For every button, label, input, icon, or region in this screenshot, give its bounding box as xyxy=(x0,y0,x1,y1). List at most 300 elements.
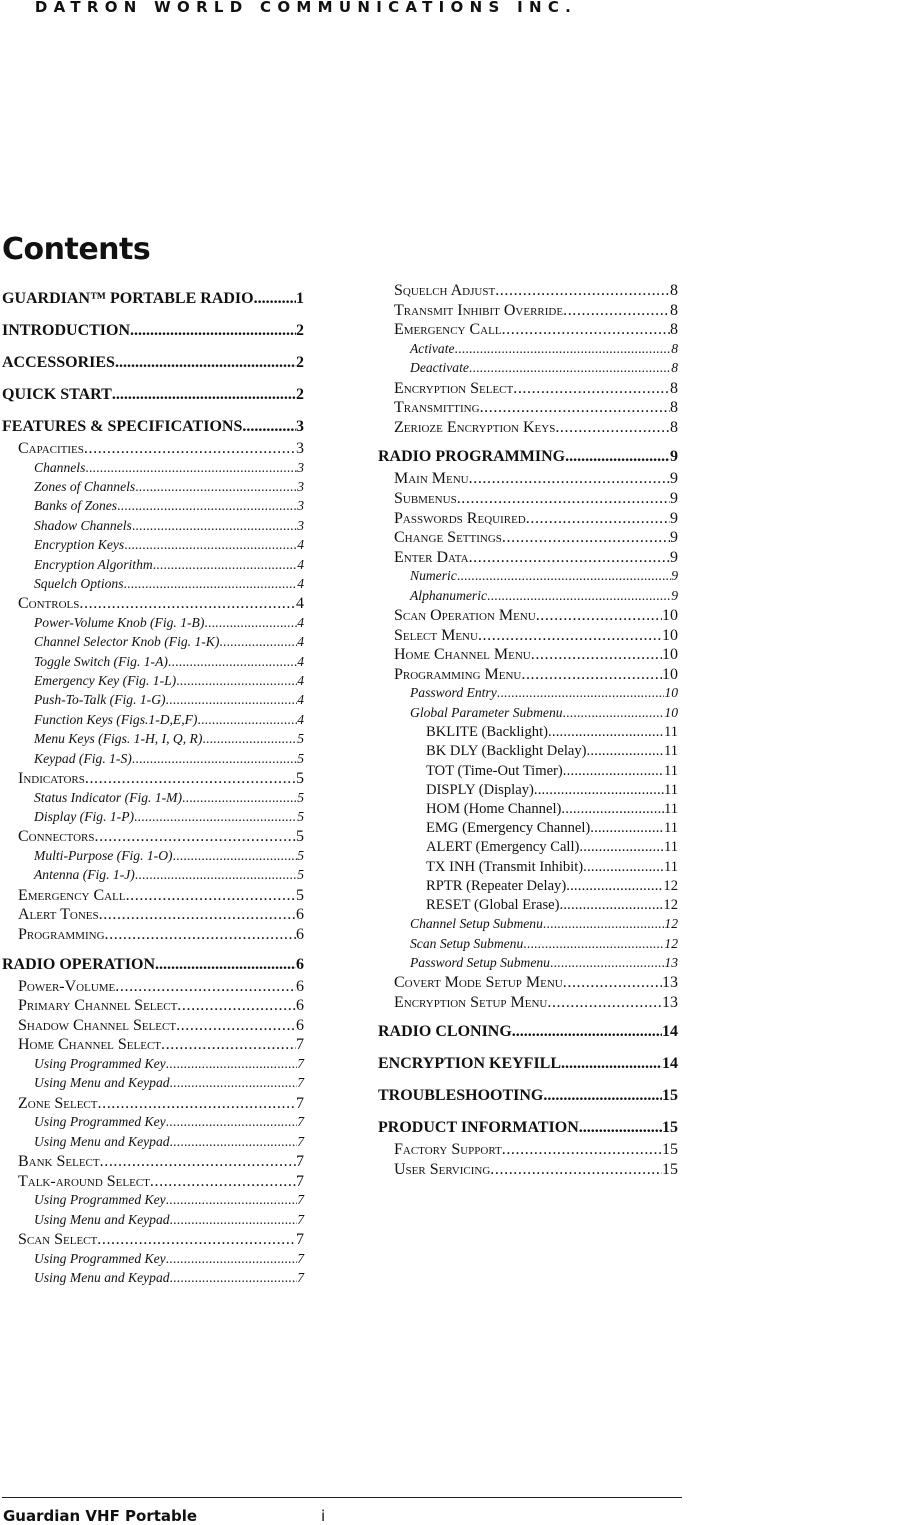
toc-entry[interactable] xyxy=(426,820,678,839)
toc-entry-page: 8 xyxy=(671,340,678,356)
toc-entry-page: 15 xyxy=(662,1119,678,1137)
toc-entry-title: Scan Operation Menu xyxy=(394,607,536,625)
toc-dot-leader xyxy=(502,321,670,339)
toc-dot-leader xyxy=(123,576,297,592)
toc-dot-leader xyxy=(497,685,665,701)
toc-entry[interactable] xyxy=(394,380,678,400)
toc-entry[interactable] xyxy=(34,518,304,537)
toc-entry-page: 10 xyxy=(662,626,678,644)
toc-entry[interactable] xyxy=(426,839,678,858)
toc-entry[interactable] xyxy=(2,354,304,376)
toc-entry[interactable] xyxy=(410,360,678,379)
toc-entry-title: Transmitting xyxy=(394,399,480,417)
toc-dot-leader xyxy=(150,1173,296,1191)
toc-entry[interactable] xyxy=(18,1173,304,1193)
toc-dot-leader xyxy=(166,1251,298,1267)
toc-dot-leader xyxy=(455,341,672,357)
toc-entry-page: 7 xyxy=(297,1133,304,1149)
toc-entry[interactable] xyxy=(394,549,678,569)
toc-entry[interactable] xyxy=(18,926,304,946)
toc-entry-title: Push-To-Talk (Fig. 1-G) xyxy=(34,692,166,708)
toc-entry-title: QUICK START xyxy=(2,386,112,403)
toc-entry[interactable] xyxy=(34,615,304,634)
toc-entry-title: Using Programmed Key xyxy=(34,1192,166,1208)
toc-entry-title: Multi-Purpose (Fig. 1-O) xyxy=(34,848,173,864)
toc-entry[interactable] xyxy=(34,1212,304,1231)
toc-entry[interactable] xyxy=(410,936,678,955)
toc-dot-leader xyxy=(583,859,664,876)
toc-entry[interactable] xyxy=(394,1141,678,1161)
toc-entry[interactable] xyxy=(34,867,304,886)
toc-entry[interactable] xyxy=(394,399,678,419)
toc-entry-title: Channels xyxy=(34,459,86,475)
toc-entry-page: 2 xyxy=(296,386,304,403)
toc-dot-leader xyxy=(561,1055,662,1073)
toc-entry-title: Menu Keys (Figs. 1-H, I, Q, R) xyxy=(34,731,203,747)
toc-dot-leader xyxy=(563,974,662,992)
toc-entry-page: 5 xyxy=(297,789,304,805)
toc-entry[interactable] xyxy=(34,790,304,809)
toc-dot-leader xyxy=(254,290,296,308)
toc-entry-page: 11 xyxy=(663,743,678,760)
toc-entry[interactable] xyxy=(18,1231,304,1251)
toc-entry-page: 7 xyxy=(296,1036,304,1054)
toc-entry[interactable] xyxy=(394,321,678,341)
toc-dot-leader xyxy=(132,751,297,767)
toc-entry[interactable] xyxy=(378,1119,678,1141)
page-title: Contents xyxy=(2,232,151,267)
toc-entry-title: GUARDIAN™ PORTABLE RADIO xyxy=(2,290,254,307)
toc-entry-page: 4 xyxy=(297,692,304,708)
toc-entry-page: 3 xyxy=(297,517,304,533)
toc-dot-leader xyxy=(182,790,297,806)
toc-entry[interactable] xyxy=(410,955,678,974)
toc-entry-title: Keypad (Fig. 1-S) xyxy=(34,750,132,766)
toc-entry-title: DISPLY (Display) xyxy=(426,781,534,798)
toc-entry-page: 7 xyxy=(296,1172,304,1190)
toc-dot-leader xyxy=(469,360,671,376)
toc-dot-leader xyxy=(170,1270,298,1286)
toc-dot-leader xyxy=(166,1192,298,1208)
toc-dot-leader xyxy=(565,448,670,466)
toc-entry[interactable] xyxy=(378,1055,678,1077)
toc-entry-title: BKLITE (Backlight) xyxy=(426,724,548,741)
toc-dot-leader xyxy=(166,1056,298,1072)
toc-entry[interactable] xyxy=(2,290,304,312)
toc-dot-leader xyxy=(135,479,297,495)
footer-page-number: i xyxy=(321,1507,326,1525)
toc-dot-leader xyxy=(176,1017,296,1035)
toc-entry-title: Alphanumeric xyxy=(410,587,488,603)
toc-entry-title: Using Programmed Key xyxy=(34,1114,166,1130)
toc-entry-title: Programming xyxy=(18,925,105,943)
toc-entry[interactable] xyxy=(34,731,304,750)
toc-entry-title: Status Indicator (Fig. 1-M) xyxy=(34,789,182,805)
toc-entry-title: Passwords Required xyxy=(394,509,526,527)
toc-dot-leader xyxy=(512,1023,662,1041)
toc-dot-leader xyxy=(84,440,296,458)
toc-entry-page: 1 xyxy=(296,290,304,307)
toc-entry[interactable] xyxy=(34,634,304,653)
toc-entry[interactable] xyxy=(394,282,678,302)
toc-entry-title: Scan Select xyxy=(18,1231,98,1249)
toc-entry-page: 10 xyxy=(662,665,678,683)
toc-entry-title: BK DLY (Backlight Delay) xyxy=(426,743,587,760)
toc-dot-leader xyxy=(490,1161,662,1179)
toc-entry-page: 8 xyxy=(670,301,678,319)
toc-dot-leader xyxy=(105,926,296,944)
toc-entry[interactable] xyxy=(18,828,304,848)
toc-dot-leader xyxy=(547,994,662,1012)
toc-dot-leader xyxy=(115,354,296,372)
toc-entry-title: Change Settings xyxy=(394,529,502,547)
toc-entry-title: Toggle Switch (Fig. 1-A) xyxy=(34,653,168,669)
toc-dot-leader xyxy=(197,712,297,728)
toc-entry-page: 7 xyxy=(297,1055,304,1071)
running-header xyxy=(0,0,922,20)
toc-entry-title: Zones of Channels xyxy=(34,478,136,494)
toc-entry-page: 11 xyxy=(663,839,678,856)
toc-entry[interactable] xyxy=(2,956,304,978)
toc-entry-page: 3 xyxy=(297,459,304,475)
toc-entry-page: 10 xyxy=(662,607,678,625)
toc-entry[interactable] xyxy=(34,1075,304,1094)
toc-entry-page: 13 xyxy=(662,993,678,1011)
toc-entry-title: INTRODUCTION xyxy=(2,322,131,339)
toc-entry-page: 7 xyxy=(297,1211,304,1227)
toc-dot-leader xyxy=(457,490,670,508)
toc-entry-title: TROUBLESHOOTING xyxy=(378,1087,544,1105)
toc-entry-title: Encryption Select xyxy=(394,379,514,397)
toc-entry-title: Main Menu xyxy=(394,470,469,488)
toc-entry-page: 12 xyxy=(663,877,678,894)
toc-dot-leader xyxy=(219,634,297,650)
toc-entry-title: Enter Data xyxy=(394,548,469,566)
toc-dot-leader xyxy=(170,1075,298,1091)
toc-entry-title: Channel Setup Submenu xyxy=(410,916,543,932)
toc-dot-leader xyxy=(130,322,296,340)
toc-entry-title: Emergency Call xyxy=(18,886,126,904)
toc-entry-page: 15 xyxy=(662,1087,678,1105)
toc-entry-page: 11 xyxy=(663,724,678,741)
toc-entry-page: 11 xyxy=(663,858,678,875)
toc-entry-page: 5 xyxy=(296,770,304,788)
toc-entry[interactable] xyxy=(378,448,678,470)
toc-entry-title: Password Setup Submenu xyxy=(410,954,550,970)
toc-entry[interactable] xyxy=(18,1017,304,1037)
toc-entry-page: 9 xyxy=(670,470,678,488)
toc-entry-page: 9 xyxy=(670,529,678,547)
toc-dot-leader xyxy=(561,801,664,818)
toc-entry-page: 6 xyxy=(296,977,304,995)
toc-entry-page: 7 xyxy=(297,1192,304,1208)
toc-entry-page: 7 xyxy=(296,1094,304,1112)
toc-entry[interactable] xyxy=(34,479,304,498)
toc-entry[interactable] xyxy=(426,878,678,897)
toc-entry-title: Home Channel Menu xyxy=(394,646,531,664)
toc-entry-title: Controls xyxy=(18,595,80,613)
toc-dot-leader xyxy=(469,470,670,488)
toc-entry[interactable] xyxy=(34,576,304,595)
toc-entry[interactable] xyxy=(18,906,304,926)
toc-entry-title: RPTR (Repeater Delay) xyxy=(426,877,567,894)
toc-entry-title: Using Menu and Keypad xyxy=(34,1133,170,1149)
toc-entry-title: Squelch Options xyxy=(34,575,124,591)
toc-dot-leader xyxy=(132,518,297,534)
toc-entry[interactable] xyxy=(410,916,678,935)
toc-entry-page: 8 xyxy=(670,282,678,299)
toc-entry[interactable] xyxy=(34,848,304,867)
toc-entry-page: 9 xyxy=(671,587,678,603)
toc-dot-leader xyxy=(85,460,297,476)
toc-entry[interactable] xyxy=(34,654,304,673)
toc-entry-title: ALERT (Emergency Call) xyxy=(426,839,580,856)
toc-entry-title: FEATURES & SPECIFICATIONS xyxy=(2,418,243,435)
toc-entry-title: RADIO PROGRAMMING xyxy=(378,448,566,466)
toc-entry[interactable] xyxy=(426,859,678,878)
toc-dot-leader xyxy=(566,878,663,895)
toc-entry-page: 3 xyxy=(297,498,304,514)
toc-entry-page: 13 xyxy=(662,974,678,992)
toc-entry[interactable] xyxy=(394,302,678,322)
toc-entry-page: 11 xyxy=(663,762,678,779)
toc-dot-leader xyxy=(587,743,664,760)
toc-dot-leader xyxy=(94,828,296,846)
toc-entry-title: Factory Support xyxy=(394,1141,502,1159)
toc-entry[interactable] xyxy=(34,557,304,576)
toc-dot-leader xyxy=(98,1095,297,1113)
toc-entry-page: 13 xyxy=(664,954,678,970)
toc-entry-title: Using Programmed Key xyxy=(34,1055,166,1071)
toc-entry[interactable] xyxy=(34,1056,304,1075)
toc-entry-title: Encryption Keys xyxy=(34,537,125,553)
toc-entry-page: 2 xyxy=(296,322,304,339)
toc-dot-leader xyxy=(487,588,671,604)
toc-dot-leader xyxy=(543,916,665,932)
toc-entry[interactable] xyxy=(34,1192,304,1211)
toc-entry[interactable] xyxy=(394,607,678,627)
toc-entry-title: Indicators xyxy=(18,770,85,788)
toc-entry-page: 3 xyxy=(297,478,304,494)
toc-entry-page: 6 xyxy=(296,997,304,1015)
toc-entry-page: 15 xyxy=(662,1141,678,1159)
toc-entry[interactable] xyxy=(394,646,678,666)
toc-entry[interactable] xyxy=(34,673,304,692)
toc-dot-leader xyxy=(242,418,296,436)
toc-entry[interactable] xyxy=(426,724,678,743)
toc-entry-page: 5 xyxy=(297,809,304,825)
company-name: DATRON WORLD COMMUNICATIONS INC. xyxy=(34,0,578,16)
toc-entry-page: 14 xyxy=(662,1023,678,1041)
toc-entry[interactable] xyxy=(18,887,304,907)
toc-entry-title: Function Keys (Figs.1-D,E,F) xyxy=(34,711,198,727)
toc-entry-title: Connectors xyxy=(18,828,95,846)
toc-entry[interactable] xyxy=(410,588,678,607)
toc-dot-leader xyxy=(513,380,670,398)
toc-dot-leader xyxy=(134,809,297,825)
toc-entry[interactable] xyxy=(394,529,678,549)
toc-entry[interactable] xyxy=(34,1114,304,1133)
toc-entry[interactable] xyxy=(34,692,304,711)
toc-entry-page: 8 xyxy=(670,321,678,339)
toc-entry-page: 11 xyxy=(663,781,678,798)
toc-entry[interactable] xyxy=(34,751,304,770)
toc-entry[interactable] xyxy=(426,801,678,820)
toc-entry[interactable] xyxy=(394,490,678,510)
toc-entry-page: 3 xyxy=(296,418,304,435)
toc-entry-title: Scan Setup Submenu xyxy=(410,935,524,951)
toc-dot-leader xyxy=(79,595,296,613)
toc-entry[interactable] xyxy=(34,1134,304,1153)
toc-entry[interactable] xyxy=(2,386,304,408)
toc-entry-page: 5 xyxy=(297,867,304,883)
toc-entry[interactable] xyxy=(394,1161,678,1181)
toc-entry-page: 8 xyxy=(670,399,678,417)
toc-entry[interactable] xyxy=(426,897,678,916)
toc-entry-page: 9 xyxy=(670,448,678,466)
toc-entry[interactable] xyxy=(394,627,678,647)
toc-entry-title: Zerioze Encryption Keys xyxy=(394,418,556,436)
toc-entry[interactable] xyxy=(18,1153,304,1173)
toc-entry[interactable] xyxy=(34,498,304,517)
toc-dot-leader xyxy=(502,529,670,547)
toc-entry[interactable] xyxy=(18,978,304,998)
toc-entry[interactable] xyxy=(378,1023,678,1045)
toc-entry-title: Capacities xyxy=(18,440,84,457)
toc-entry[interactable] xyxy=(2,418,304,440)
toc-entry[interactable] xyxy=(18,595,304,615)
toc-entry-page: 5 xyxy=(297,731,304,747)
toc-entry-page: 6 xyxy=(296,906,304,924)
toc-entry[interactable] xyxy=(34,712,304,731)
toc-entry-title: Submenus xyxy=(394,489,457,507)
toc-entry[interactable] xyxy=(394,470,678,490)
toc-entry[interactable] xyxy=(410,685,678,704)
toc-entry-page: 12 xyxy=(664,916,678,932)
toc-entry-title: Squelch Adjust xyxy=(394,282,496,299)
toc-dot-leader xyxy=(97,1231,296,1249)
toc-entry-title: Transmit Inhibit Override xyxy=(394,301,564,319)
toc-entry-page: 11 xyxy=(663,820,678,837)
toc-entry[interactable] xyxy=(18,1036,304,1056)
toc-dot-leader xyxy=(563,705,665,721)
toc-entry[interactable] xyxy=(394,510,678,530)
toc-entry-title: User Servicing xyxy=(394,1161,491,1179)
toc-dot-leader xyxy=(543,1087,662,1105)
toc-entry-page: 7 xyxy=(296,1153,304,1171)
toc-dot-leader xyxy=(563,763,664,780)
toc-dot-leader xyxy=(469,549,670,567)
toc-dot-leader xyxy=(548,724,664,741)
toc-left-column xyxy=(2,290,304,1289)
toc-dot-leader xyxy=(112,386,296,404)
toc-dot-leader xyxy=(550,955,664,971)
toc-dot-leader xyxy=(153,557,298,573)
toc-entry-title: Alert Tones xyxy=(18,906,99,924)
toc-entry-page: 5 xyxy=(297,750,304,766)
toc-entry-page: 10 xyxy=(664,704,678,720)
toc-entry[interactable] xyxy=(18,440,304,460)
toc-entry[interactable] xyxy=(410,341,678,360)
toc-entry[interactable] xyxy=(426,743,678,762)
toc-dot-leader xyxy=(124,537,297,553)
toc-entry[interactable] xyxy=(34,460,304,479)
toc-entry-page: 3 xyxy=(296,440,304,457)
toc-entry[interactable] xyxy=(34,1251,304,1270)
toc-entry-title: PRODUCT INFORMATION xyxy=(378,1119,579,1137)
toc-entry-page: 12 xyxy=(663,896,678,913)
toc-entry[interactable] xyxy=(34,537,304,556)
toc-entry[interactable] xyxy=(18,770,304,790)
toc-entry[interactable] xyxy=(394,419,678,439)
toc-dot-leader xyxy=(168,654,297,670)
toc-entry[interactable] xyxy=(410,705,678,724)
toc-dot-leader xyxy=(126,887,296,905)
toc-entry-page: 4 xyxy=(296,595,304,613)
toc-entry-title: Programming Menu xyxy=(394,665,522,683)
toc-dot-leader xyxy=(99,906,296,924)
footer-doc-title: Guardian VHF Portable xyxy=(3,1507,198,1525)
toc-dot-leader xyxy=(523,936,664,952)
toc-entry-title: Emergency Key (Fig. 1-L) xyxy=(34,673,177,689)
toc-dot-leader xyxy=(480,399,670,417)
toc-dot-leader xyxy=(117,498,297,514)
toc-dot-leader xyxy=(563,302,670,320)
toc-entry-page: 9 xyxy=(670,548,678,566)
footer-rule xyxy=(2,1497,682,1498)
toc-entry-title: Bank Select xyxy=(18,1153,100,1171)
toc-entry[interactable] xyxy=(394,666,678,686)
toc-right-column xyxy=(378,282,678,1181)
toc-dot-leader xyxy=(115,978,296,996)
toc-entry-title: EMG (Emergency Channel) xyxy=(426,820,591,837)
toc-entry[interactable] xyxy=(378,1087,678,1109)
toc-entry[interactable] xyxy=(410,568,678,587)
toc-entry[interactable] xyxy=(18,1095,304,1115)
toc-entry-title: Home Channel Select xyxy=(18,1036,161,1054)
toc-dot-leader xyxy=(536,607,662,625)
toc-entry-page: 7 xyxy=(296,1231,304,1249)
toc-entry-title: Using Menu and Keypad xyxy=(34,1075,170,1091)
toc-dot-leader xyxy=(135,867,297,883)
toc-entry-page: 6 xyxy=(296,955,304,973)
toc-entry-page: 10 xyxy=(662,646,678,664)
toc-entry-title: HOM (Home Channel) xyxy=(426,801,562,817)
toc-entry[interactable] xyxy=(426,763,678,782)
toc-entry-title: Global Parameter Submenu xyxy=(410,704,563,720)
toc-entry[interactable] xyxy=(426,782,678,801)
toc-entry[interactable] xyxy=(2,322,304,344)
toc-entry[interactable] xyxy=(394,994,678,1014)
toc-entry-title: Power-Volume Knob (Fig. 1-B) xyxy=(34,614,205,630)
toc-entry-page: 15 xyxy=(662,1161,678,1179)
toc-dot-leader xyxy=(204,615,297,631)
toc-entry[interactable] xyxy=(34,809,304,828)
toc-entry-page: 9 xyxy=(670,489,678,507)
toc-dot-leader xyxy=(521,666,662,684)
toc-entry-page: 7 xyxy=(297,1270,304,1286)
toc-entry-title: Encryption Algorithm xyxy=(34,556,153,572)
toc-entry-title: Encryption Setup Menu xyxy=(394,993,548,1011)
toc-entry[interactable] xyxy=(394,974,678,994)
toc-entry[interactable] xyxy=(34,1270,304,1289)
toc-entry-title: Emergency Call xyxy=(394,321,502,339)
toc-entry-page: 14 xyxy=(662,1055,678,1073)
toc-entry[interactable] xyxy=(18,997,304,1017)
toc-dot-leader xyxy=(457,568,671,584)
toc-entry-title: Activate xyxy=(410,340,455,356)
toc-entry-title: Antenna (Fig. 1-J) xyxy=(34,867,135,883)
